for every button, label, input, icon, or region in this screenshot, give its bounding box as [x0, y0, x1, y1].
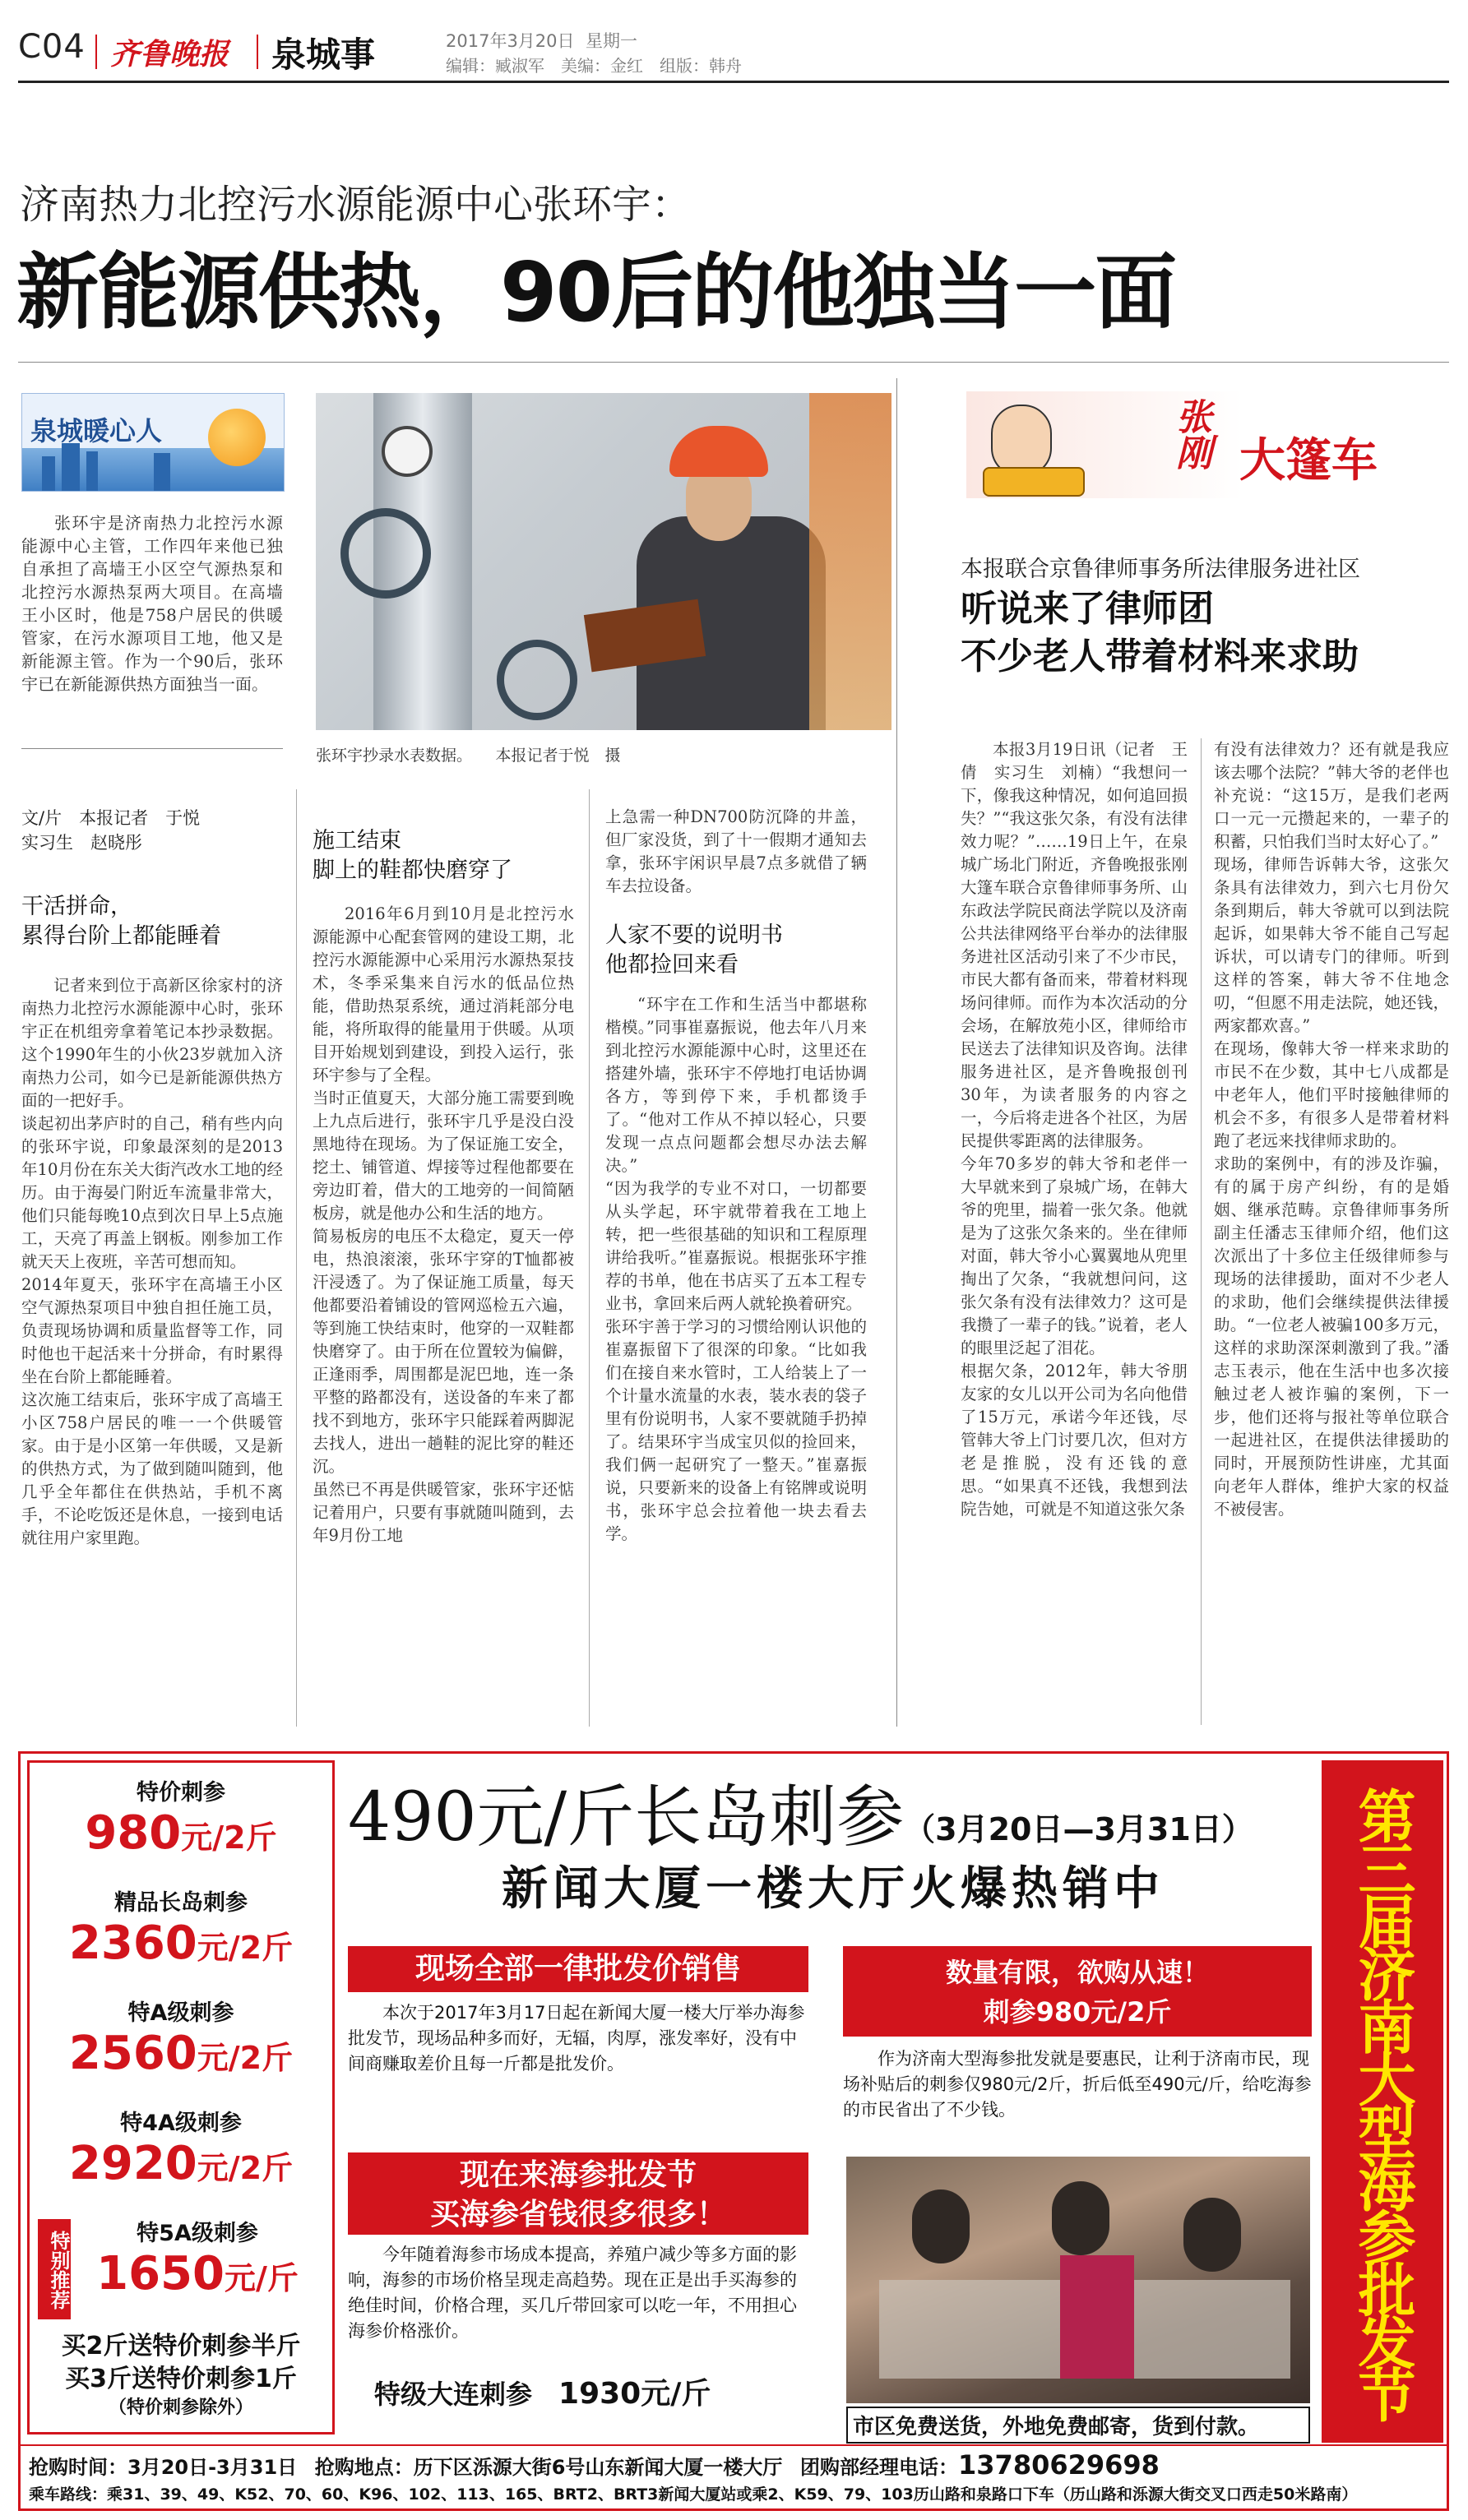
masthead: [18, 23, 1449, 81]
column-rule: [296, 789, 297, 1727]
price-item: 特5A级刺参 1650元/斤: [96, 2221, 299, 2300]
badge-label: 泉城暖心人: [30, 415, 163, 446]
subhead-1: 干活拼命， 累得台阶上都能睡着: [21, 894, 221, 949]
price-list: [27, 1760, 335, 2434]
article-column-2: [313, 903, 574, 1547]
divider: [257, 35, 258, 69]
article-column-1: [21, 974, 283, 1550]
bus-icon: [983, 467, 1085, 497]
editors-line: 编辑：臧淑军 美编：金红 组版：韩舟: [446, 56, 742, 76]
col2-text: 2016年6月到10月是北控污水源能源中心配套管网的建设工期，北控污水源能源中心采用污水源热泵技术，冬季采集来自污水的低品位热能，借助热泵系统，通过消耗部分电能，将所取得的能量用于供暖。从项目开始规划到建设，到投入运行，张环宇参与了全程。 当时正值夏天，大部分施工需要到晚上九点后进行，张环宇几乎是没白没黑地待在现场。为了保证施工安全，挖土、铺管道、焊接等过程他都要在旁边盯着，借大的工地旁的一间简陋板房，就是他办公和生活的地方。 简易板房的电压不太稳定，夏天一停电，热浪滚滚，张环宇穿的T恤都被汗浸透了。为了保证施工质量，每天他都要沿着铺设的管网巡检五六遍，等到施工快结束时，他穿的一双鞋都快磨穿了。由于所在位置较为偏僻，正逢雨季，周围都是泥巴地，连一条平整的路都没有，送设备的车来了都找不到地方，张环宇只能踩着两脚泥去找人，进出一趟鞋的泥比穿的鞋还沉。 虽然已不再是供暖管家，张环宇还惦记着用户，只要有事就随叫随到，去年9月份工地: [313, 904, 574, 1545]
intro-rule: [21, 748, 283, 749]
badge: [21, 393, 285, 492]
photo-caption: 张环宇抄录水表数据。 本报记者于悦 摄: [316, 747, 621, 765]
wall-strip: [809, 393, 891, 730]
advertisement: [18, 1751, 1449, 2511]
section-rule: [896, 378, 897, 1727]
right-kicker: 本报联合京鲁律师事务所法律服务进社区: [961, 557, 1360, 582]
price-item: 精品长岛刺参 2360元/2斤: [68, 1890, 294, 1970]
intro-text: 张环宇是济南热力北控污水源能源中心主管，工作四年来他已独自承担了高墙王小区空气源热泵和北控污水源热泵两大项目。在高墙王小区时，他是758户居民的供暖管家，在污水源项目工地，他又是新能源主管。作为一个90后，张环宇已在新能源供热方面独当一面。: [21, 513, 283, 694]
box3-text: 作为济南大型海参批发就是要惠民，让利于济南市民，现场补贴后的刺参仅980元/2斤，折后低至490元/斤，给吃海参的市民省出了不少钱。: [843, 2049, 1312, 2120]
headline: 新能源供热，90后的他独当一面: [16, 244, 1176, 340]
box2-text: 今年随着海参市场成本提高，养殖户减少等多方面的影响，海参的市场价格呈现走高趋势。现在正是出手买海参的绝佳时间，价格合理，买几斤带回家可以吃一年，不用担心海参价格涨价。: [348, 2245, 797, 2341]
badge-sun-icon: [208, 409, 266, 466]
price-item: 特A级刺参 2560元/2斤: [68, 2000, 294, 2080]
divider: [95, 35, 97, 69]
box1-title: 现场全部一律批发价销售: [348, 1946, 808, 1992]
ad-photo: [846, 2157, 1310, 2403]
ad-footer: 抢购时间：3月20日-3月31日 抢购地点：历下区泺源大街6号山东新闻大厦一楼大厅 团购部经理电话：13780629698: [29, 2449, 1160, 2481]
ad-subhead: 新闻大厦一楼大厅火爆热销中: [502, 1862, 1165, 1916]
subhead-2: 施工结束 脚上的鞋都快磨穿了: [313, 828, 512, 883]
box1-text: 本次于2017年3月17日起在新闻大厦一楼大厅举办海参批发节，现场品种多而好，无辐，肉厚，涨发率好，没有中间商赚取差价且每一斤都是批发价。: [348, 2003, 805, 2074]
box3-title: 数量有限，欲购从速！ 刺参980元/2斤: [843, 1946, 1312, 2037]
right-col-a-text: 本报3月19日讯（记者 王倩 实习生 刘楠）“我想问一下，像我这种情况，如何追回损失？”“我这张欠条，有没有法律效力呢？”……19日上午，在泉城广场北门附近，齐鲁晚报张刚大篷车联合京鲁律师事务所、山东政法学院民商法学院以及济南公共法律网络平台举办的法律服务进社区活动引来了不少市民，市民大都有备而来，带着材料现场问律师。而作为本次活动的分会场，在解放苑小区，律师给市民送去了法律知识及咨询。法律服务进社区，是齐鲁晚报创刊30年，为读者服务的内容之一，今后将走进各个社区，为居民提供零距离的法律服务。 今年70多岁的韩大爷和老伴一大早就来到了泉城广场，在韩大爷的兜里，揣着一张欠条。他就是为了这张欠条来的。坐在律师对面，韩大爷小心翼翼地从兜里掏出了欠条，“我就想问问，这张欠条有没有法律效力？这可是我攒了一辈子的钱。”说着，老人的眼里泛起了泪花。 根据欠条，2012年，韩大爷朋友家的女儿以开公司为名向他借了15万元，承诺今年还钱，尽管韩大爷上门讨要几次，但对方老是推脱，没有还钱的意思。“如果真不还钱，我想到法院告她，可就是不知道这张欠条: [961, 740, 1188, 1519]
article-column-3a: 上急需一种DN700防沉降的井盖，但厂家没货，到了十一假期才通知去拿，张环宇闲识早晨7点多就借了辆车去拉设备。: [605, 807, 867, 895]
dalian-price: 特级大连刺参 1930元/斤: [374, 2377, 711, 2411]
valve-wheel: [497, 640, 577, 720]
column-rule: [1201, 738, 1202, 1725]
paper-logo: 齐鲁晚报: [110, 37, 229, 72]
right-column-b: [1214, 738, 1449, 1521]
kicker: 济南热力北控污水源能源中心张环宇：: [20, 182, 692, 228]
cartoon-face-icon: [991, 405, 1052, 477]
right-col-b-text: 有没有法律效力？还有就是我应该去哪个法院？”韩大爷的老伴也补充说：“这15万，是我们老两口一元一元攒起来的，一辈子的积蓄，只怕我们当时太好心了。” 现场，律师告诉韩大爷，这张欠条具有法律效力，到六七月份欠条到期后，韩大爷就可以到法院起诉，如果韩大爷不能自己写起诉状，可以请专门的律师。听到这样的答案，韩大爷不住地念叨，“但愿不用走法院，她还钱，两家都欢喜。” 在现场，像韩大爷一样来求助的市民不在少数，其中七八成都是中老年人，他们平时接触律师的机会不多，有很多人是带着材料跑了老远来找律师求助的。 求助的案例中，有的涉及诈骗，有的属于房产纠纷，有的是婚姻、继承范畴。京鲁律师事务所副主任潘志玉律师介绍，他们这次派出了十多位主任级律师参与现场的法律援助，面对不少老人的求助，他们会继续提供法律援助。“一位老人被骗100多万元，这样的求助深深刺激到了我。”潘志玉表示，他在生活中也多次接触过老人被诈骗的案例，下一步，他们还将与报社等单位联合一起进社区，在提供法律援助的同时，开展预防性讲座，尤其面向老年人群体，维护大家的权益不被侵害。: [1214, 740, 1449, 1519]
byline: 文/片 本报记者 于悦 实习生 赵晓彤: [21, 808, 201, 853]
promo-lines: 买2斤送特价刺参半斤 买3斤送特价刺参1斤 （特价刺参除外）: [61, 2332, 301, 2418]
article-column-3: [605, 993, 867, 1546]
issue-date: 2017年3月20日: [446, 31, 575, 51]
gauge: [382, 426, 433, 477]
page-number: C04: [18, 28, 86, 66]
hard-hat: [669, 426, 768, 477]
special-tag: 特别推荐: [38, 2219, 71, 2319]
valve-wheel: [340, 508, 431, 599]
section-title: 泉城事: [271, 35, 376, 75]
box2-title: 现在来海参批发节 买海参省钱很多很多！: [348, 2152, 808, 2235]
ad-headline: 490元/斤长岛刺参（3月20日—3月31日）: [348, 1778, 1253, 1856]
logo-title: 大篷车: [1239, 434, 1378, 488]
logo-name: 张刚: [1169, 398, 1211, 470]
subhead-3: 人家不要的说明书 他都捡回来看: [605, 922, 783, 978]
price-item: 特4A级刺参 2920元/2斤: [68, 2111, 294, 2190]
column-rule: [589, 789, 590, 1727]
col3-text: “环宇在工作和生活当中都堪称楷模。”同事崔嘉振说，他去年八月来到北控污水源能源中心时，这里还在搭建外墙，张环宇不停地打电话协调各方，等到停下来，手机都烫手了。“他对工作从不掉以轻心，只要发现一点点问题都会想尽办法去解决。” “因为我学的专业不对口，一切都要从头学起，环宇就带着我在工地上转，把一些很基础的知识和工程原理讲给我听。”崔嘉振说。根据张环宇推荐的书单，他在书店买了五本工程专业书，拿回来后两人就轮换着研究。 张环宇善于学习的习惯给刚认识他的崔嘉振留下了很深的印象。“比如我们在接自来水管时，工人给装上了一个计量水流量的水表，装水表的袋子里有份说明书，人家不要就随手扔掉了。结果环宇当成宝贝似的捡回来，我们俩一起研究了一整天。”崔嘉振说，只要新来的设备上有铭牌或说明书，张环宇总会拉着他一块去看去学。: [605, 995, 867, 1543]
masthead-rule: [18, 81, 1449, 83]
ad-bus-routes: 乘车路线：乘31、39、49、K52、70、60、K96、102、113、165、BRT2、BRT3新闻大厦站或乘2、K59、79、103历山路和泉路口下车（历山路和泺源大街交叉口西走50米路南）: [29, 2485, 1358, 2504]
ad-footer-rule: [21, 2444, 1447, 2446]
column-logo: [966, 391, 1427, 498]
headline-rule: [18, 362, 1449, 363]
ad-photo-caption: 市区免费送货，外地免费邮寄，货到付款。: [846, 2407, 1310, 2444]
col1-text: 记者来到位于高新区徐家村的济南热力北控污水源能源中心时，张环宇正在机组旁拿着笔记本抄录数据。这个1990年生的小伙23岁就加入济南热力公司，如今已是新能源供热方面的一把好手。 谈起初出茅庐时的自己，稍有些内向的张环宇说，印象最深刻的是2013年10月份在东关大街汽改水工地的经历。由于海晏门附近车流量非常大，他们只能每晚10点到次日早上5点施工，天亮了再盖上钢板。刚参加工作就天天上夜班，辛苦可想而知。 2014年夏天，张环宇在高墙王小区空气源热泵项目中独自担任施工员，负责现场协调和质量监督等工作，同时他也干起活来十分拼命，有时累得坐在台阶上都能睡着。 这次施工结束后，张环宇成了高墙王小区758户居民的唯一一个供暖管家。由于是小区第一年供暖，又是新的供热方式，为了做到随叫随到，他几乎全年都住在供热站，手机不离手，不论吃饭还是休息，一接到电话就往用户家里跑。: [21, 976, 283, 1547]
photo-engineer: [316, 393, 891, 730]
vertical-banner: 第三届济南大型海参批发节: [1322, 1760, 1443, 2443]
right-column-a: [961, 738, 1188, 1521]
right-headline: 听说来了律师团 不少老人带着材料来求助: [961, 588, 1359, 677]
price-item: 特价刺参 980元/2斤: [85, 1780, 277, 1860]
issue-weekday: 星期一: [586, 31, 637, 51]
